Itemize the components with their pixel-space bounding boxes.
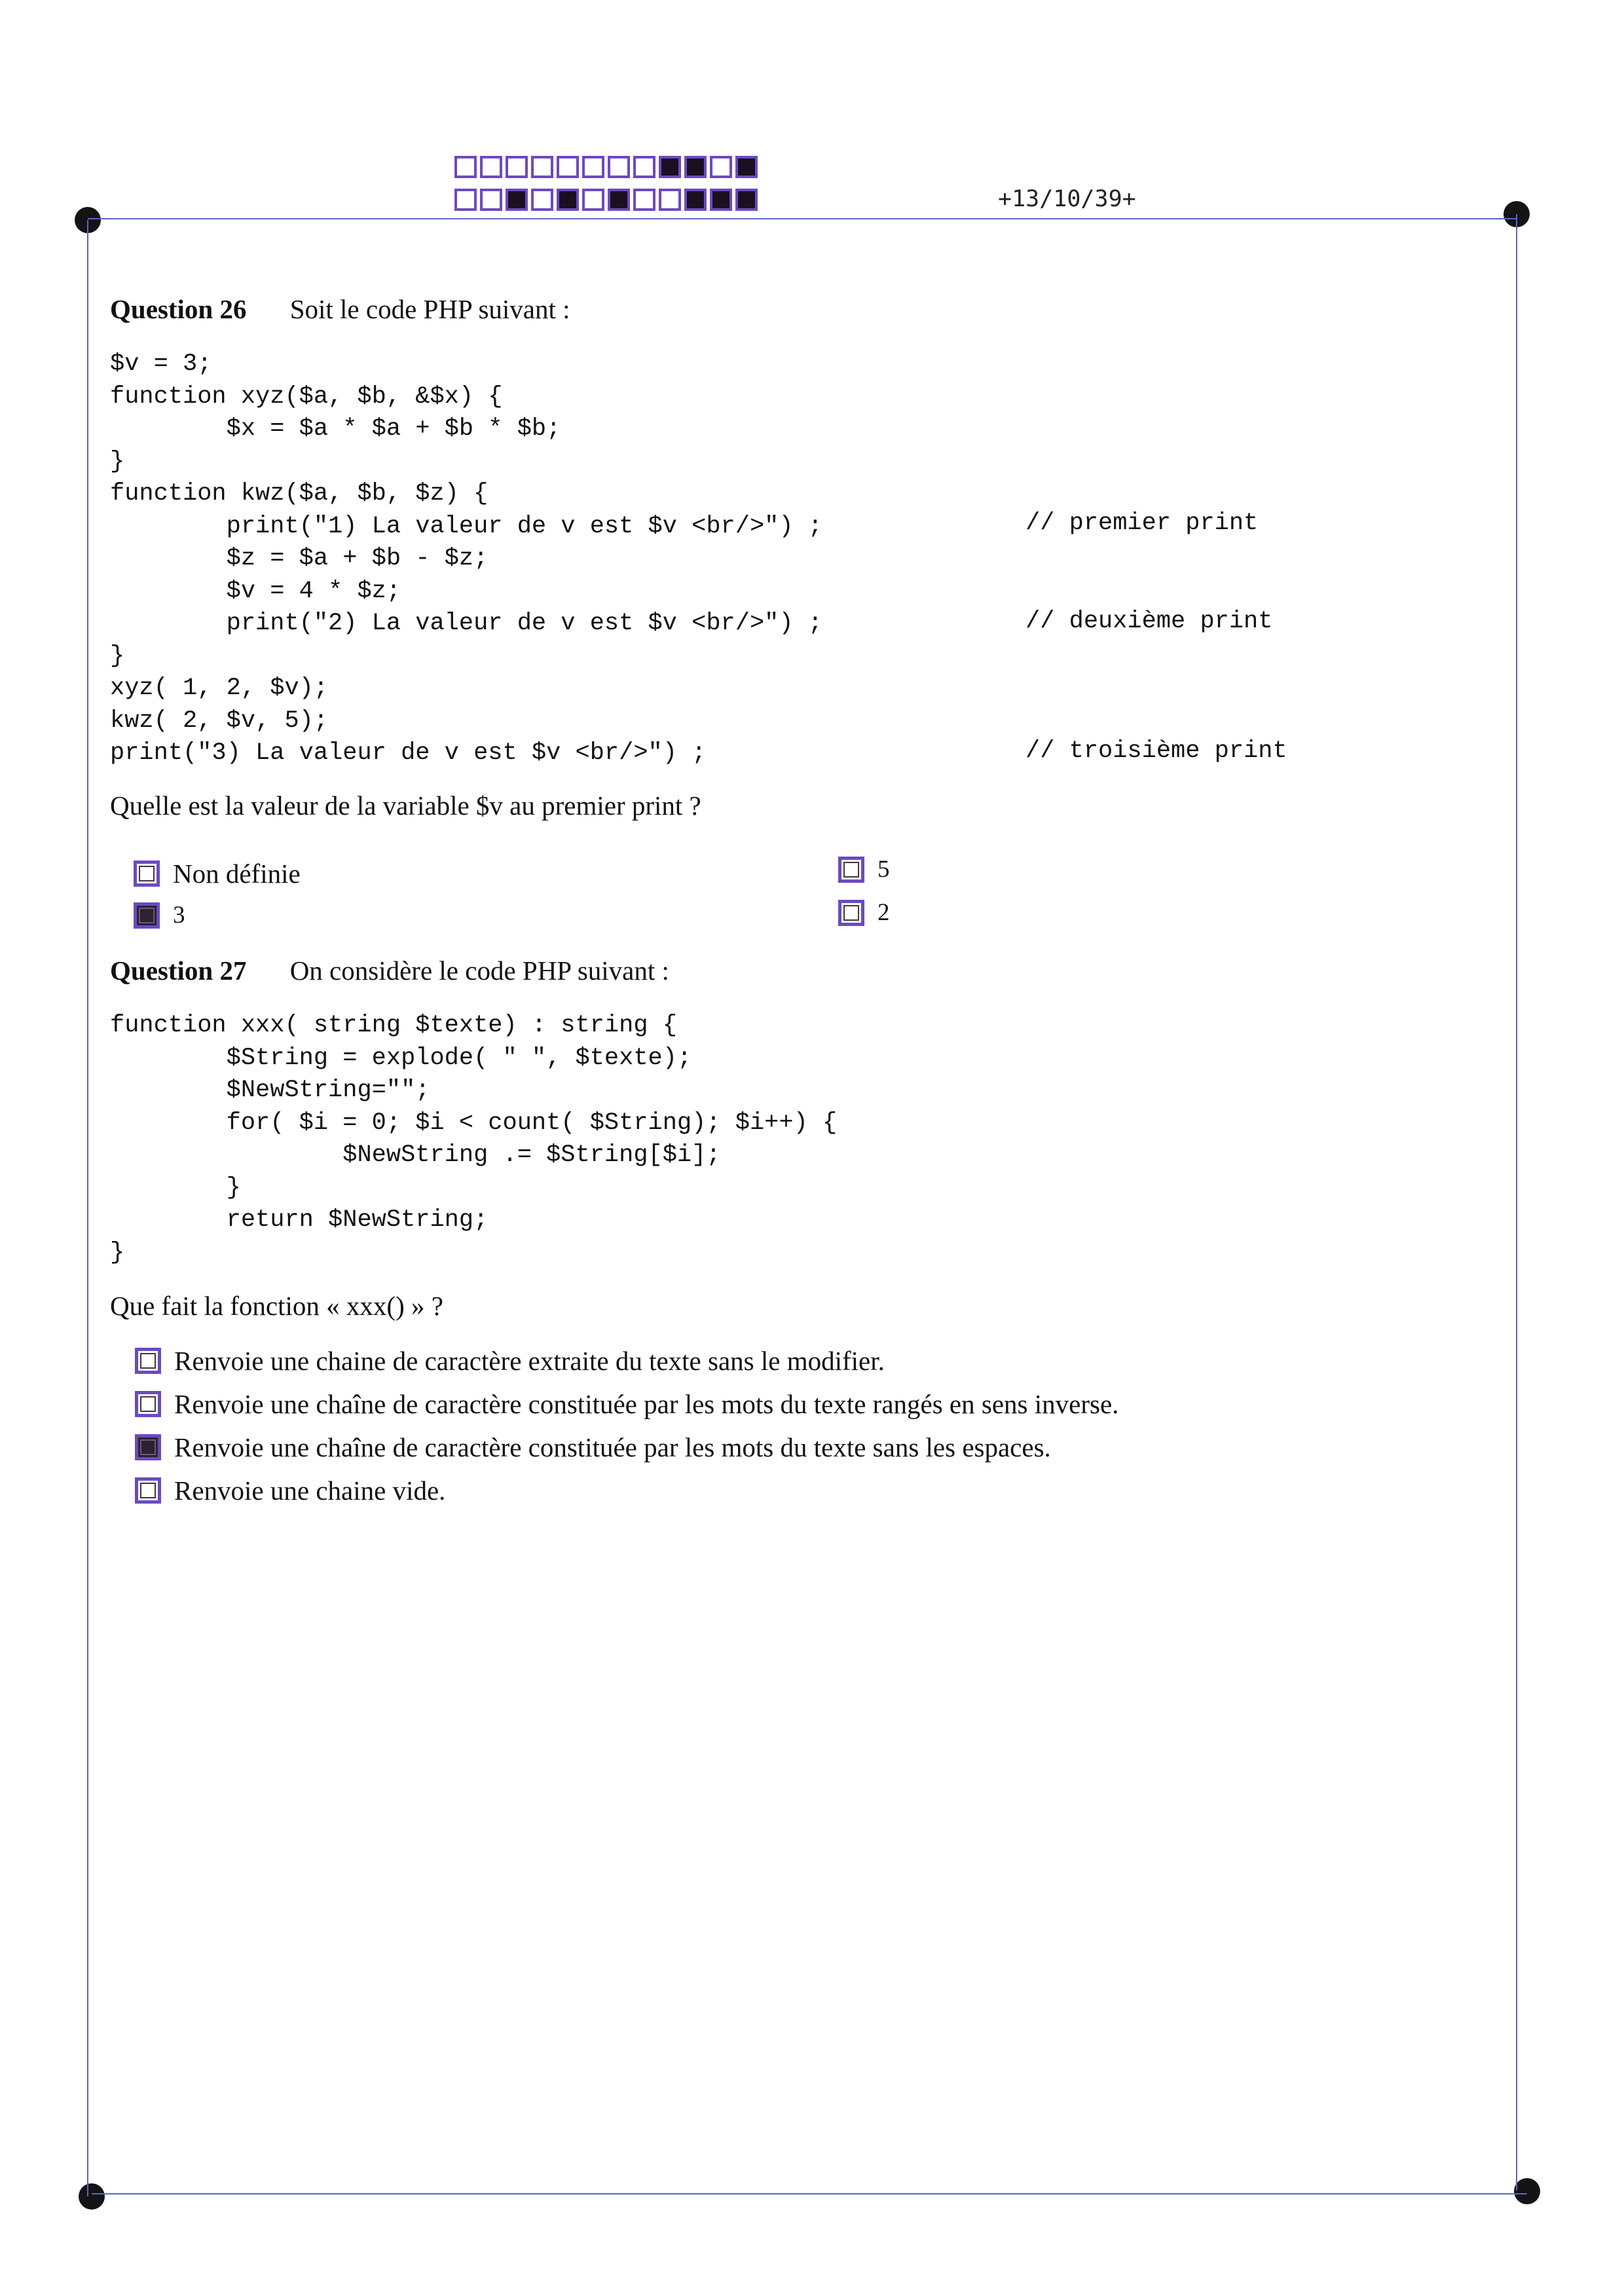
id-cell-filled bbox=[608, 189, 630, 211]
question-27-number: Question 27 bbox=[110, 955, 247, 986]
checkbox[interactable] bbox=[838, 900, 864, 926]
id-cell-filled bbox=[710, 189, 732, 211]
checkbox[interactable] bbox=[135, 1391, 161, 1417]
corner-mark-bottom-right bbox=[1514, 2178, 1540, 2204]
id-cell-empty bbox=[506, 156, 528, 178]
id-cell-empty bbox=[454, 189, 477, 211]
id-cell-empty bbox=[582, 189, 604, 211]
checkbox[interactable] bbox=[135, 1348, 161, 1374]
id-cell-empty bbox=[633, 156, 655, 178]
copy-identifier: +13/10/39+ bbox=[998, 186, 1136, 212]
id-cell-filled bbox=[735, 189, 758, 211]
q26-option-3[interactable] bbox=[134, 901, 185, 929]
option-label: Renvoie une chaine de caractère extraite du texte sans le modifier. bbox=[174, 1346, 885, 1376]
question-27-intro: On considère le code PHP suivant : bbox=[289, 955, 669, 986]
checkbox[interactable] bbox=[135, 1477, 161, 1504]
q26-option-5[interactable] bbox=[838, 855, 890, 883]
q26-option-2[interactable] bbox=[838, 898, 890, 927]
option-label: 5 bbox=[877, 856, 890, 883]
question-27-heading bbox=[110, 955, 669, 986]
option-label: Renvoie une chaîne de caractère constituée par les mots du texte rangés en sens inverse. bbox=[174, 1389, 1119, 1419]
frame-right bbox=[1516, 214, 1517, 2191]
q27-option-1[interactable] bbox=[135, 1345, 885, 1377]
corner-mark-bottom-left bbox=[79, 2183, 105, 2210]
comment-premier-print: // premier print bbox=[1025, 509, 1259, 537]
id-cell-empty bbox=[557, 156, 579, 178]
question-26-prompt: Quelle est la valeur de la variable $v au premier print ? bbox=[110, 790, 701, 821]
checkbox-checked[interactable] bbox=[134, 902, 160, 929]
option-label: Non définie bbox=[173, 859, 301, 889]
id-code-row-2 bbox=[454, 189, 761, 211]
comment-deuxieme-print: // deuxième print bbox=[1025, 608, 1273, 635]
id-cell-filled bbox=[506, 189, 528, 211]
id-cell-filled bbox=[659, 156, 681, 178]
q27-option-4[interactable] bbox=[135, 1475, 445, 1506]
checkbox[interactable] bbox=[134, 861, 160, 887]
frame-top bbox=[88, 218, 1517, 219]
question-26-intro: Soit le code PHP suivant : bbox=[289, 294, 570, 324]
question-27-code: function xxx( string $texte) : string { $String = explode( " ", $texte); $NewString=""; for( $i = 0; $i < count( $String); $i++) { $NewString .= $String[$i]; } return $NewString; } bbox=[110, 1012, 838, 1267]
id-cell-empty bbox=[633, 189, 655, 211]
q26-option-non-definie[interactable] bbox=[134, 858, 301, 889]
id-cell-empty bbox=[480, 189, 502, 211]
id-cell-empty bbox=[454, 156, 477, 178]
id-cell-empty bbox=[531, 156, 553, 178]
question-26-code: $v = 3; function xyz($a, $b, &$x) { $x = $a * $a + $b * $b; } function kwz($a, $b, $z) { print("1) La valeur de v est $v <br/>") ; $z = $a + $b - $z; $v = 4 * $z; print("2) La valeur de v est $v <br/>") ; } xyz( 1, 2, $v); kwz( 2, $v, 5); print("3) La valeur de v est $v <br/>") ; bbox=[110, 350, 822, 767]
comment-troisieme-print: // troisième print bbox=[1025, 737, 1287, 765]
id-cell-filled bbox=[684, 156, 707, 178]
checkbox-checked[interactable] bbox=[135, 1434, 161, 1460]
id-cell-filled bbox=[684, 189, 707, 211]
id-cell-empty bbox=[480, 156, 502, 178]
id-cell-empty bbox=[608, 156, 630, 178]
id-code-row-1 bbox=[454, 156, 761, 178]
checkbox[interactable] bbox=[838, 857, 864, 883]
id-cell-filled bbox=[735, 156, 758, 178]
id-cell-empty bbox=[531, 189, 553, 211]
question-27-prompt: Que fait la fonction « xxx() » ? bbox=[110, 1291, 443, 1321]
id-cell-filled bbox=[557, 189, 579, 211]
option-label: Renvoie une chaine vide. bbox=[174, 1475, 446, 1506]
id-cell-empty bbox=[659, 189, 681, 211]
q27-option-3[interactable] bbox=[135, 1432, 1051, 1463]
id-cell-empty bbox=[710, 156, 732, 178]
option-label: Renvoie une chaîne de caractère constituée par les mots du texte sans les espaces. bbox=[174, 1432, 1051, 1462]
frame-left bbox=[87, 220, 88, 2196]
option-label: 3 bbox=[173, 902, 185, 929]
q27-option-2[interactable] bbox=[135, 1388, 1118, 1420]
option-label: 2 bbox=[877, 899, 890, 926]
frame-bottom bbox=[92, 2193, 1527, 2194]
question-26-number: Question 26 bbox=[110, 294, 247, 324]
id-cell-empty bbox=[582, 156, 604, 178]
question-26-heading bbox=[110, 293, 570, 325]
